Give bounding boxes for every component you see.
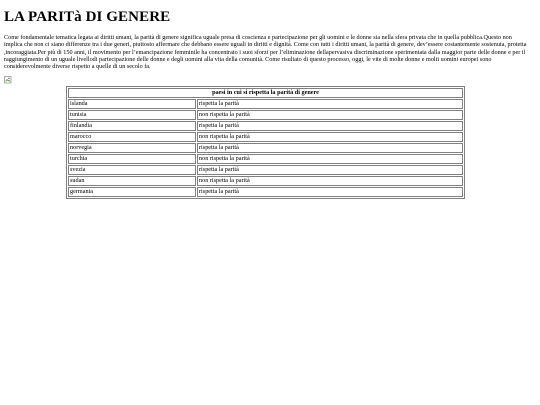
table-row <box>68 110 463 120</box>
country-cell: germania <box>68 187 196 197</box>
country-cell: norvegia <box>68 143 196 153</box>
country-cell: finlandia <box>68 121 196 131</box>
table-row <box>68 176 463 186</box>
broken-image <box>4 76 12 84</box>
status-cell: rispetta la parità <box>197 121 463 131</box>
page-title: LA PARITà DI GENERE <box>4 9 171 25</box>
table-row <box>68 121 463 131</box>
table-row <box>68 99 463 109</box>
status-cell: non rispetta la parità <box>197 176 463 186</box>
status-cell: rispetta la parità <box>197 165 463 175</box>
status-cell: rispetta la parità <box>197 143 463 153</box>
table-row <box>68 165 463 175</box>
country-cell: sudan <box>68 176 196 186</box>
table-header-row <box>68 88 463 98</box>
country-cell: islanda <box>68 99 196 109</box>
table-header: paesi in cui si rispetta la parità di genere <box>68 88 463 98</box>
status-cell: non rispetta la parità <box>197 110 463 120</box>
country-cell: svezia <box>68 165 196 175</box>
intro-paragraph: Come fondamentale tematica legata ai diritti umani, la parità di genere significa uguale presa di coscienza e partecipazione per gli uomini e le donne sia nella sfera privata che in quella pubblica.Questo non implica che non ci siano differenze tra i due generi, piuttosto affermare che debbano essere uguali in diritti e dignità. Come con tutti i diritti umani, la parità di genere, dev’essere costantemente sostenuta, protetta ,incoraggiata.Per più di 150 anni, il movimento per l’emancipazione femminile ha concentrato i suoi sforzi per l’eliminazione dellapervasiva discriminazione sperimentata dalla maggior parte delle donne e per il raggiungimento di un uguale livellodi partecipazione delle donne e degli uomini alla vita della comunità. Come risultato di questo processo, oggi, le vite di molte donne e molti uomini europei sono considerevolmente diverse rispetto a quelle di un secolo fa. <box>4 34 527 71</box>
country-cell: marocco <box>68 132 196 142</box>
status-cell: rispetta la parità <box>197 187 463 197</box>
table-body <box>68 99 463 197</box>
table-row <box>68 154 463 164</box>
country-cell: turchia <box>68 154 196 164</box>
status-cell: rispetta la parità <box>197 99 463 109</box>
gender-parity-table <box>66 86 465 199</box>
table-row <box>68 187 463 197</box>
table-row <box>68 143 463 153</box>
gender-parity-table-wrapper <box>66 86 465 199</box>
broken-image-icon <box>4 76 12 84</box>
status-cell: non rispetta la parità <box>197 132 463 142</box>
status-cell: non rispetta la parità <box>197 154 463 164</box>
page-content <box>4 0 534 84</box>
country-cell: tunisia <box>68 110 196 120</box>
table-row <box>68 132 463 142</box>
